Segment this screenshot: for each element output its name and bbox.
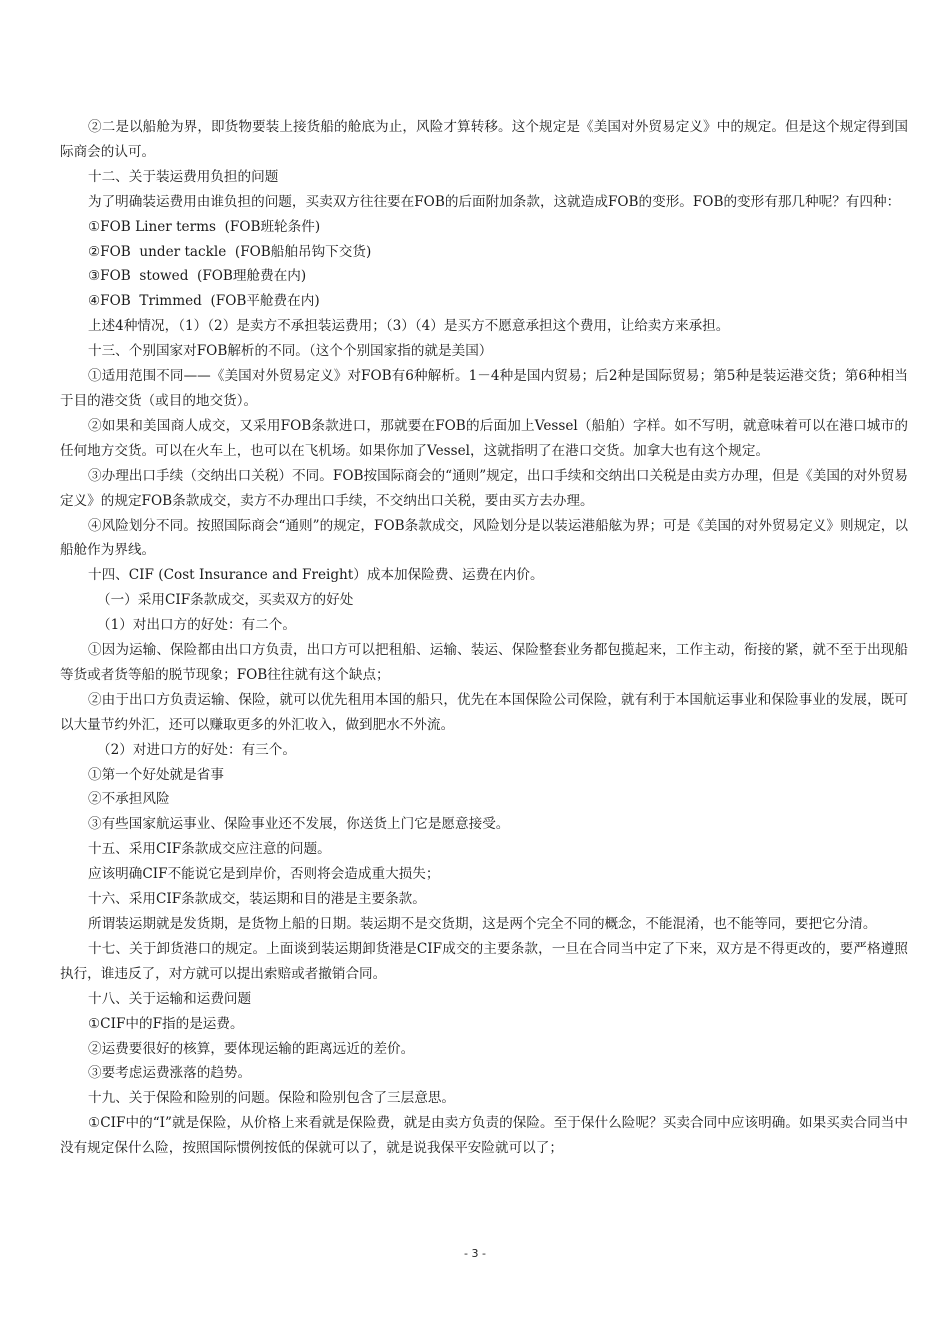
document-body	[60, 115, 908, 1161]
paragraph: 所谓装运期就是发货期，是货物上船的日期。装运期不是交货期，这是两个完全不同的概念，不能混淆，也不能等同，要把它分清。	[88, 916, 877, 932]
paragraph: ②不承担风险	[88, 791, 170, 808]
paragraph: ①因为运输、保险都由出口方负责，出口方可以把租船、运输、装运、保险整套业务都包揽起来，工作主动，衔接的紧，就不至于出现船等货或者货等船的脱节现象；FOB往往就有这个缺点；	[60, 642, 908, 683]
paragraph: 十二、关于装运费用负担的问题	[88, 168, 279, 185]
paragraph: 十七、关于卸货港口的规定。上面谈到装运期卸货港是CIF成交的主要条款，一旦在合同当中定了下来，双方是不得更改的，要严格遵照执行，谁违反了，对方就可以提出索赔或者撤销合同。	[60, 940, 908, 982]
paragraph: 十三、个别国家对FOB解析的不同。（这个个别国家指的就是美国）	[88, 343, 493, 360]
paragraph: ①FOB Liner terms (FOB班轮条件)	[88, 218, 321, 235]
paragraph: ③FOB stowed (FOB理舱费在内)	[88, 268, 307, 285]
paragraph: ①适用范围不同——《美国对外贸易定义》对FOB有6种解析。1－4种是国内贸易；后2种是国际贸易；第5种是装运港交货；第6种相当于目的港交货（或目的地交货）。	[60, 368, 908, 409]
paragraph: 上述4种情况，（1）（2）是卖方不承担装运费用；（3）（4）是买方不愿意承担这个费用，让给卖方来承担。	[88, 318, 730, 335]
paragraph: ④FOB Trimmed (FOB平舱费在内)	[88, 293, 320, 310]
paragraph: 十五、采用CIF条款成交应注意的问题。	[88, 841, 331, 858]
paragraph: （1）对出口方的好处：有二个。	[97, 617, 296, 634]
paragraph: （2）对进口方的好处：有三个。	[97, 741, 296, 758]
paragraph: 十八、关于运输和运费问题	[88, 990, 252, 1007]
paragraph: 十四、CIF (Cost Insurance and Freight）成本加保险费、运费在内价。	[88, 567, 544, 584]
paragraph: 十九、关于保险和险别的问题。保险和险别包含了三层意思。	[88, 1090, 456, 1107]
paragraph: 十六、采用CIF条款成交，装运期和目的港是主要条款。	[88, 891, 426, 908]
paragraph: ②FOB under tackle (FOB船舶吊钩下交货)	[88, 243, 372, 260]
paragraph: ②运费要很好的核算，要体现运输的距离远近的差价。	[88, 1040, 415, 1057]
paragraph: ②如果和美国商人成交，又采用FOB条款进口，那就要在FOB的后面加上Vessel（船舶）字样。如不写明，就意味着可以在港口城市的任何地方交货。可以在火车上，也可以在飞机场。如果你加了Vessel，这就指明了在港口交货。加拿大也有这个规定。	[60, 417, 908, 459]
paragraph: ③有些国家航运事业、保险事业还不发展，你送货上门它是愿意接受。	[88, 816, 510, 833]
paragraph: ①CIF中的“I”就是保险，从价格上来看就是保险费，就是由卖方负责的保险。至于保什么险呢？买卖合同中应该明确。如果买卖合同当中没有规定保什么险，按照国际惯例按低的保就可以了，就是说我保平安险就可以了；	[60, 1115, 908, 1157]
paragraph: ③要考虑运费涨落的趋势。	[88, 1065, 252, 1082]
paragraph: 为了明确装运费用由谁负担的问题，买卖双方往往要在FOB的后面附加条款，这就造成FOB的变形。FOB的变形有那几种呢？有四种：	[88, 193, 901, 210]
paragraph: ②二是以船舱为界，即货物要装上接货船的舱底为止，风险才算转移。这个规定是《美国对外贸易定义》中的规定。但是这个规定得到国际商会的认可。	[60, 119, 908, 160]
paragraph: （一）采用CIF条款成交，买卖双方的好处	[97, 592, 354, 609]
paragraph: ③办理出口手续（交纳出口关税）不同。FOB按国际商会的“通则”规定，出口手续和交纳出口关税是由卖方办理，但是《美国的对外贸易定义》的规定FOB条款成交，卖方不办理出口手续，不交纳出口关税，要由买方去办理。	[60, 467, 908, 509]
page-number: - 3 -	[464, 1247, 486, 1260]
paragraph: ④风险划分不同。按照国际商会“通则”的规定，FOB条款成交，风险划分是以装运港船舷为界；可是《美国的对外贸易定义》则规定，以船舱作为界线。	[60, 517, 908, 559]
paragraph: ①CIF中的F指的是运费。	[88, 1015, 244, 1032]
paragraph: 应该明确CIF不能说它是到岸价，否则将会造成重大损失；	[88, 866, 440, 883]
paragraph: ②由于出口方负责运输、保险，就可以优先租用本国的船只，优先在本国保险公司保险，就有利于本国航运事业和保险事业的发展，既可以大量节约外汇，还可以赚取更多的外汇收入，做到肥水不外流。	[60, 691, 908, 733]
paragraph: ①第一个好处就是省事	[88, 766, 224, 783]
